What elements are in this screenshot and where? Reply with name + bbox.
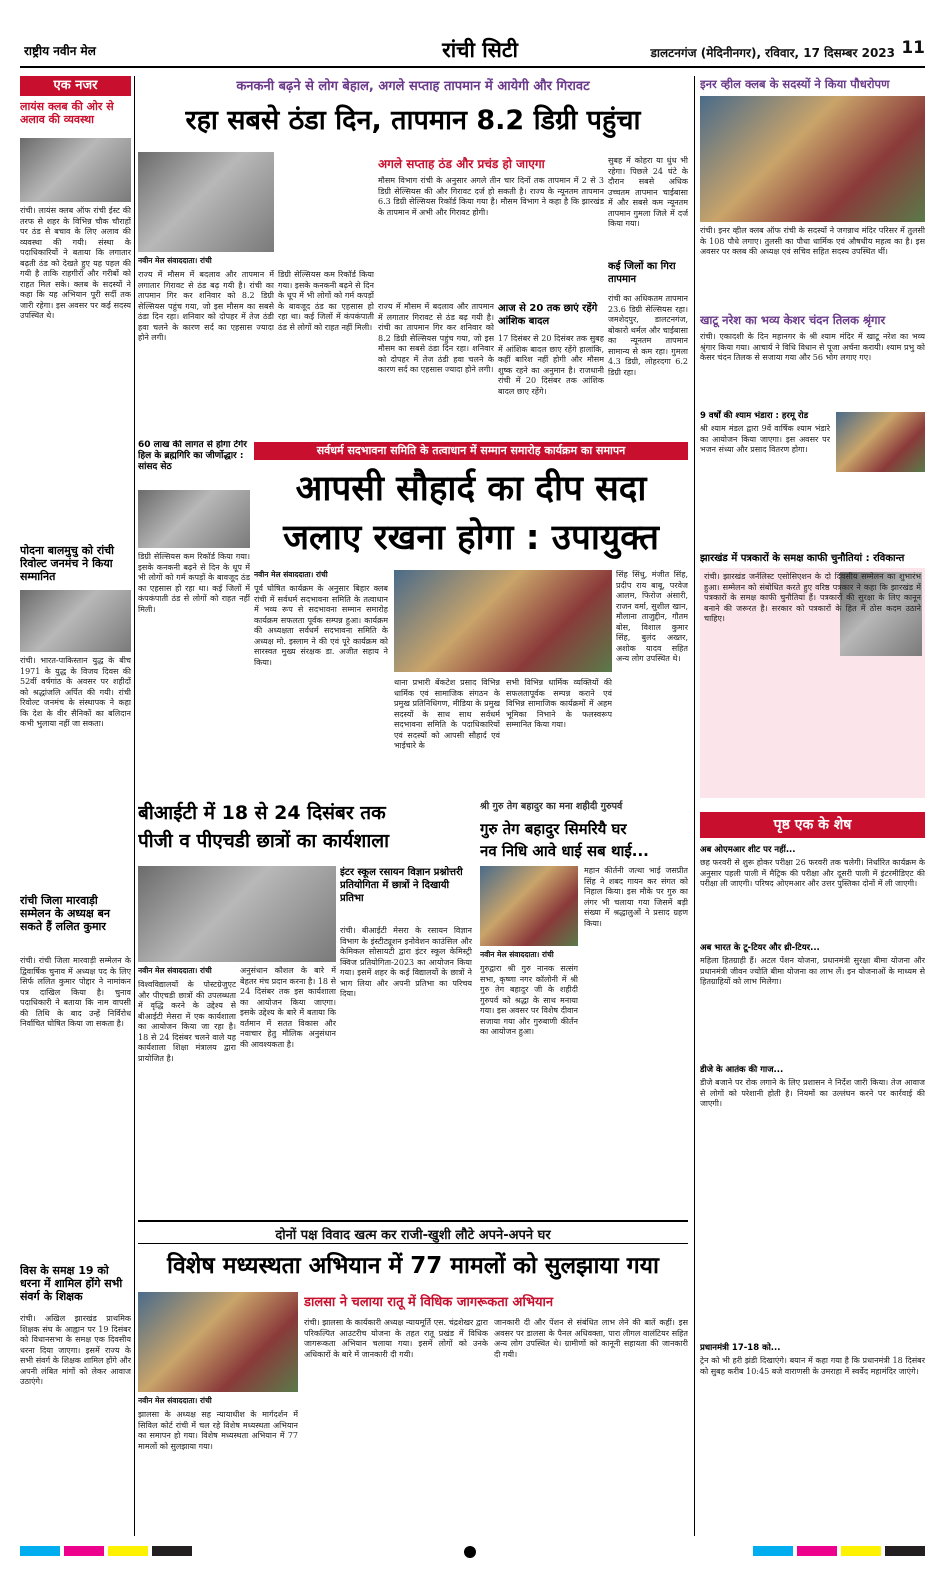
masthead [20, 34, 925, 68]
weather-sub3: आज से 20 तक छाएं रहेंगे आंशिक बादल [498, 303, 598, 327]
rest-body-4: ट्रेन को भी हरी झंडी दिखाएंगे। बयान में कहा गया है कि प्रधानमंत्री 18 दिसंबर को सुबह करीब 10:45 बजे वाराणसी के उमराहा में स्वर्वेद महामंदिर जाएंगे। [700, 1356, 925, 1376]
chem-quiz-body: रांची। बीआईटी मेसरा के रसायन विज्ञान विभाग के इंस्टीट्यूशन इनोवेशन काउंसिल और केमिकल सोसायटी द्वारा इंटर स्कूल केमिस्ट्री क्विज प्रतियोगिता-2023 का आयोजन किया गया। इसमें शहर के कई विद्यालयों के छात्रों ने भाग लिया और अपनी प्रतिभा का परिचय दिया। [340, 926, 472, 998]
photo-sadbhavna-felicitation [394, 570, 612, 672]
bit-body-1: विश्वविद्यालयों के पोस्टग्रेजुएट और पीएचडी छात्रों की उपलब्धता में वृद्धि करने के उद्देश्य से बीआईटी मेसरा में एक कार्यशाला का आयोजन किया जा रहा है। 18 से 24 दिसंबर चलने वाले यह कार्यशाला शिक्षा मंत्रालय द्वारा प्रायोजित है। [138, 980, 236, 1063]
photo-lions-club [20, 138, 131, 202]
reg-target [464, 1546, 476, 1558]
sadbhavna-band: सर्वधर्म सदभावना समिति के तत्वाधान में सम्मान समारोह कार्यक्रम का समापन [254, 442, 688, 460]
story-teachers-body: रांची। अखिल झारखंड प्राथमिक शिक्षक संघ के आह्वान पर 19 दिसंबर को विधानसभा के समक्ष एक दिवसीय धरना दिया जाएगा। इसमें राज्य के सभी संवर्ग के शिक्षक शामिल होंगे और अपनी लंबित मांगों को लेकर आवाज उठाएंगे। [20, 1314, 131, 1386]
weather-headline: रहा सबसे ठंडा दिन, तापमान 8.2 डिग्री पहुंचा [185, 105, 641, 136]
masthead-logo: राष्ट्रीय नवीन मेल [24, 44, 96, 58]
inner-wheel-headline: इनर व्हील क्लब के सदस्यों ने किया पौधरोपण [700, 77, 890, 91]
rest-head-2: अब भारत के टू-टियर और थ्री-टियर... [700, 943, 820, 953]
guru-kicker: श्री गुरु तेग बहादुर का मना शहीदी गुरुपर्व [480, 801, 623, 812]
temple-body: डिग्री सेल्सियस कम रिकॉर्ड किया गया। इसके कनकनी बढ़ने से दिन के धूप में भी लोगों को गर्म कपड़ों के बावजूद ठंड का एहसास हो रहा था। कई जिलों में कंपकंपाती ठंड से लोगों को राहत नहीं मिली। [138, 552, 250, 614]
dateline: डालटनगंज (मेदिनीनगर), रविवार, 17 दिसम्बर 2023 [650, 46, 895, 60]
photo-inner-wheel [700, 96, 925, 222]
photo-mediation [138, 1292, 298, 1392]
guru-body-1: गुरुद्वारा श्री गुरु नानक सत्संग सभा, कृष्णा नगर कॉलोनी में श्री गुरु तेग बहादुर जी के शहीदी गुरुपर्व को श्रद्धा के साथ मनाया गया। इस अवसर पर विशेष दीवान सजाया गया और गुरुबाणी कीर्तन का आयोजन हुआ। [480, 964, 578, 1036]
dalsa-body-2: जानकारी दी और पेंशन से संबंधित लाभ लेने की बातें कहीं। इस अवसर पर डालसा के पैनल अधिवक्ता, पारा लीगल वालंटियर सहित अन्य लोग उपस्थित थे। ग्रामीणों को कानूनी सहायता की जानकारी दी गयी। [494, 1318, 688, 1359]
right-column-divider [694, 76, 695, 1536]
journalists-body: रांची। झारखंड जर्नलिस्ट एसोसिएशन के दो दिवसीय सम्मेलन का शुभारंभ हुआ। सम्मेलन को संबोधित करते हुए वरिष्ठ पत्रकार ने कहा कि झारखंड में पत्रकारों के समक्ष काफी चुनौतियां हैं। पत्रकारों की सुरक्षा के लिए कानून बनाने की जरूरत है। सरकार को पत्रकारों के हित में ठोस कदम उठाने चाहिए। [704, 572, 921, 623]
rest-head-1: अब ओएमआर शीट पर नहीं... [700, 845, 796, 855]
weather-body-3: मौसम विभाग रांची के अनुसार अगले तीन चार दिनों तक तापमान में 2 से 3 डिग्री सेल्सियस की और गिरावट दर्ज हो सकती है। राज्य के न्यूनतम तापमान 6.3 डिग्री सेल्सियस रिकॉर्ड किया गया है। मौसम विभाग ने कहा है कि झारखंड के तापमान में अभी और गिरावट होगी। [378, 176, 604, 217]
reg-mark-yellow-2 [841, 1546, 881, 1556]
guru-body-2: महान कीर्तनी जत्था भाई जसप्रीत सिंह ने शबद गायन कर संगत को निहाल किया। इस मौके पर गुरु का लंगर भी चलाया गया जिसमें बड़ी संख्या में श्रद्धालुओं ने प्रसाद ग्रहण किया। [584, 866, 688, 928]
photo-temple [138, 490, 250, 548]
weather-kicker: कनकनी बढ़ने से लोग बेहाल, अगले सप्ताह तापमान में आयेगी और गिरावट [236, 79, 590, 94]
story-marwari-head: रांची जिला मारवाड़ी सम्मेलन के अध्यक्ष बन सकते हैं ललित कुमार [20, 894, 110, 933]
sadbhavna-headline-1: आपसी सौहार्द का दीप सदा [295, 469, 647, 509]
bit-headline-2: पीजी व पीएचडी छात्रों का कार्यशाला [138, 830, 390, 852]
weather-story [138, 76, 688, 426]
photo-khatu-shyam [836, 412, 925, 472]
section-title: रांची सिटी [442, 38, 518, 62]
rest-head-4: प्रधानमंत्री 17-18 को... [700, 1343, 781, 1353]
photo-cold-street [138, 152, 274, 252]
khatu-body: रांची। एकादशी के दिन महानगर के श्री श्याम मंदिर में खाटू नरेश का भव्य श्रृंगार किया गया। आचार्य ने विधि विधान से पूजा अर्चना करायी। श्याम प्रभु को केसर चंदन तिलक से सजाया गया और 56 भोग लगाए गए। [700, 332, 925, 362]
weather-subhead: अगले सप्ताह ठंड और प्रचंड हो जाएगा [378, 157, 545, 171]
journalists-headline: झारखंड में पत्रकारों के समक्ष काफी चुनौतियां : रविकान्त [700, 553, 905, 564]
bit-headline-1: बीआईटी में 18 से 24 दिसंबर तक [138, 802, 386, 824]
color-registration-strip [20, 1546, 925, 1558]
reg-mark-cyan-2 [753, 1546, 793, 1556]
reg-mark-cyan [20, 1546, 60, 1556]
photo-bit-campus [138, 866, 336, 962]
story-lions-head: लायंस क्लब की ओर से अलाव की व्यवस्था [20, 100, 114, 126]
mediation-body-1: झालसा के अध्यक्ष सह न्यायाधीश के मार्गदर्शन में सिविल कोर्ट रांची में चल रहे विशेष मध्यस्थता अभियान का समापन हो गया। विशेष मध्यस्थता अभियान में 77 मामलों को सुलझाया गया। [138, 1410, 298, 1451]
guru-headline-1: गुरु तेग बहादुर सिमरियै घर [480, 820, 627, 838]
weather-sub2: कई जिलों का गिरा तापमान [608, 261, 676, 285]
weather-body-3b: राज्य में मौसम में बदलाव और तापमान में लगातार गिरावट से ठंड बढ़ गयी है। रांची का तापमान गिर कर शनिवार को 8.2 डिग्री सेल्सियस पहुंच गया, जो इस मौसम का सबसे ठंडा दिन रहा। शनिवार को दोपहर में तेज ठंडी हवा चलने के कारण सर्द का एहसास ज्यादा होने लगी। [378, 302, 494, 374]
khatu-sub: 9 वर्षों की श्याम भंडारा : हरमू रोड [700, 411, 809, 421]
journalists-box [700, 568, 925, 798]
sadbhavna-body-1: पूर्व घोषित कार्यक्रम के अनुसार बिहार क्लब रांची में सर्वधर्म सदभावना समिति के तत्वाधान में भव्य रूप से सदभावना सम्मान समारोह कार्यक्रम सफलता पूर्वक सम्पन्न हुआ। कार्यक्रम की अध्यक्षता सर्वधर्म सदभावना समिति के अध्यक्ष मो. इस्लाम ने की एवं पूरे कार्यक्रम को सारस्वत मुख्य संरक्षक डा. अजीत सहाय ने किया। [254, 584, 388, 667]
page-number: 11 [901, 38, 925, 58]
reg-mark-black-2 [885, 1546, 925, 1556]
photo-podna [20, 590, 131, 652]
weather-photo-caption: नवीन मेल संवाददाता। रांची [138, 256, 212, 265]
guru-headline-2: नव निधि आवे धाई सब थाई... [480, 842, 649, 860]
story-teachers-head: विस के समक्ष 19 को धरना में शामिल होंगे सभी संवर्ग के शिक्षक [20, 1264, 123, 1303]
mediation-kicker: दोनों पक्ष विवाद खत्म कर राजी-खुशी लौटे अपने-अपने घर [275, 1228, 551, 1243]
reg-mark-yellow [108, 1546, 148, 1556]
dalsa-body-1: रांची। झालसा के कार्यकारी अध्यक्ष न्यायमूर्ति एस. चंद्रशेखर द्वारा परिकल्पित आउटरीच योजना के तहत रातू प्रखंड में विधिक जागरूकता अभियान चलाया गया। इसमें लोगों को उनके अधिकारों के बारे में जानकारी दी गयी। [304, 1318, 488, 1359]
column-divider [134, 76, 135, 1536]
mediation-kicker-bar [138, 1220, 688, 1244]
weather-body-5: रांची का अधिकतम तापमान 23.6 डिग्री सेल्सियस रहा। जमशेदपुर, डालटनगंज, बोकारो थर्मल और चाईबासा का न्यूनतम तापमान सामान्य से कम रहा। गुमला 4.3 डिग्री, लोहरदगा 6.2 डिग्री रहा। [608, 294, 688, 377]
sadbhavna-byline: नवीन मेल संवाददाता। रांची [254, 570, 328, 579]
sadbhavna-body-4: सिंह सिंधु, मंजीत सिंह, प्रदीप राय बाबू, परवेज आलम, फिरोज अंसारी, राजन वर्मा, सुशील खान, मौलाना ताजुद्दीन, गौतम बोस, विशाल कुमार सिंह, बुलंद अख्तर, अशोक यादव सहित अन्य लोग उपस्थित थे। [616, 570, 688, 663]
mediation-photo-caption: नवीन मेल संवाददाता। रांची [138, 1396, 212, 1405]
sadbhavna-body-3: सभी विभिन्न धार्मिक व्यक्तियों की सफलतापूर्वक सम्पन्न कराने एवं विभिन्न सामाजिक कार्यक्रमों में अहम भूमिका निभाने के फलस्वरूप सम्मानित किया गया। [506, 678, 612, 729]
story-podna-body: रांची। भारत-पाकिस्तान युद्ध के बीच 1971 के युद्ध के विजय दिवस की 52वीं वर्षगांठ के अवसर पर शहीदों को श्रद्धांजलि अर्पित की गयी। रांची रिवोल्ट जनमंच के संस्थापक ने कहा कि देश के वीर सैनिकों का बलिदान कभी भुलाया नहीं जा सकता। [20, 656, 131, 728]
sadbhavna-headline-2: जलाए रखना होगा : उपायुक्त [283, 518, 659, 558]
weather-body-6: 17 दिसंबर से 20 दिसंबर तक सुबह में आंशिक बादल छाए रहेंगे हालांकि, कहीं बारिश नहीं होगी और मौसम शुष्क रहने का अनुमान है। राजधानी रांची में 20 दिसंबर तक आंशिक बादल छाए रहेंगे। [498, 334, 604, 396]
rest-body-3: डीजे बजाने पर रोक लगाने के लिए प्रशासन ने निर्देश जारी किया। तेज आवाज से लोगों को परेशानी होती है। नियमों का उल्लंघन करने पर कार्रवाई की जाएगी। [700, 1078, 925, 1108]
dalsa-subhead: डालसा ने चलाया रातू में विधिक जागरूकता अभियान [304, 1295, 554, 1310]
khatu-body-2: श्री श्याम मंडल द्वारा 9वें वार्षिक श्याम भंडारे का आयोजन किया जाएगा। इस अवसर पर भजन संध्या और प्रसाद वितरण होगा। [700, 424, 830, 454]
ek-nazar-column [20, 76, 131, 1536]
bit-body-2: अनुसंधान कौशल के बारे में बेहतर मंच प्रदान करना है। 18 से 24 दिसंबर तक इस कार्यशाला का आयोजन किया जाएगा। इसके उद्देश्य के बारे में बताया कि वर्तमान में सतत विकास और नवाचार हेतु मौलिक अनुसंधान की आवश्यकता है। [240, 966, 336, 1049]
weather-body-1: राज्य में मौसम में बदलाव और तापमान में लगातार गिरावट से ठंड बढ़ गयी है। रांची का तापमान गिर कर शनिवार को 8.2 डिग्री सेल्सियस पहुंच गया, जो इस मौसम का सबसे ठंडा दिन रहा। शनिवार को दोपहर में तेज ठंडी हवा चलने के कारण सर्द का एहसास ज्यादा होने लगी। [138, 270, 274, 342]
bit-photo-caption: नवीन मेल संवाददाता। रांची [138, 966, 212, 975]
story-marwari-body: रांची। रांची जिला मारवाड़ी सम्मेलन के द्विवार्षिक चुनाव में अध्यक्ष पद के लिए सिर्फ ललित कुमार पोद्दार ने नामांकन पत्र दाखिल किया है। चुनाव पदाधिकारी ने बताया कि नाम वापसी की तिथि के बाद उन्हें निर्विरोध निर्वाचित घोषित किया जा सकता है। [20, 956, 131, 1028]
story-lions-body: रांची। लायंस क्लब ऑफ रांची ईस्ट की तरफ से शहर के विभिन्न चौक चौराहों पर ठंड से बचाव के लिए अलाव की व्यवस्था की गयी। संस्था के पदाधिकारियों ने बताया कि लगातार बढ़ती ठंड को देखते हुए यह पहल की गयी है ताकि राहगीरों और गरीबों को राहत मिल सके। क्लब के सदस्यों ने कहा कि यह अभियान पूरी सर्दी तक जारी रहेगा। इस अवसर पर कई सदस्य उपस्थित थे। [20, 206, 131, 320]
photo-gurudwara [480, 866, 578, 946]
chem-quiz-headline: इंटर स्कूल रसायन विज्ञान प्रश्नोत्तरी प्रतियोगिता में छात्रों ने दिखायी प्रतिभा [340, 867, 463, 904]
story-podna-head: पोदना बालमुचु को रांची रिवोल्ट जनमंच ने किया सम्मानित [20, 544, 115, 583]
rest-body-2: महिला हितग्राही हैं। अटल पेंशन योजना, प्रधानमंत्री सुरक्षा बीमा योजना और प्रधानमंत्री जीवन ज्योति बीमा योजना का लाभ लें। इन योजनाओं के माध्यम से हितग्राहियों को लाभ मिलेगा। [700, 956, 925, 986]
khatu-headline: खाटू नरेश का भव्य केशर चंदन तिलक श्रृंगार [700, 313, 886, 327]
reg-mark-magenta-2 [797, 1546, 837, 1556]
reg-mark-black [152, 1546, 192, 1556]
page1-rest-band: पृष्ठ एक के शेष [700, 812, 925, 838]
ek-nazar-label: एक नजर [20, 76, 131, 96]
sadbhavna-body-2: थाना प्रभारी बेंकटेश प्रसाद विभिन्न धार्मिक एवं सामाजिक संगठन के प्रमुख प्रतिनिधिगण, मीडिया के प्रमुख सदस्यों के साथ साथ सर्वधर्म सदभावना समिति के पदाधिकारियों एवं सदस्यों को आपसी सौहार्द एवं भाईचारे के [394, 678, 500, 750]
mediation-headline: विशेष मध्यस्थता अभियान में 77 मामलों को सुलझाया गया [167, 1253, 659, 1279]
temple-photo-caption: 60 लाख की लागत से होगा टेंगेर हिल के ब्रह्मगिरि का जीर्णोद्धार : सांसद सेठ [138, 440, 247, 472]
rest-head-3: डीजे के आतंक की गाज... [700, 1065, 784, 1075]
guru-photo-caption: नवीन मेल संवाददाता। रांची [480, 950, 554, 959]
rest-body-1: छह फरवरी से शुरू होकर परीक्षा 26 फरवरी तक चलेगी। निर्धारित कार्यक्रम के अनुसार पहली पाली में मैट्रिक की परीक्षा और दूसरी पाली में इंटरमीडिएट की परीक्षा ली जाएगी। परिषद ओएमआर और उत्तर पुस्तिका दोनों में ली जाएगी। [700, 858, 925, 888]
weather-body-4: सुबह में कोहरा या धुंध भी रहेगा। पिछले 24 घंटे के दौरान सबसे अधिक उच्चतम तापमान चाईबासा में और सबसे कम न्यूनतम तापमान गुमला जिले में दर्ज किया गया। [608, 156, 688, 228]
inner-wheel-body: रांची। इनर व्हील क्लब ऑफ रांची के सदस्यों ने जगन्नाथ मंदिर परिसर में तुलसी के 108 पौधे लगाए। तुलसी का पौधा धार्मिक एवं औषधीय महत्व का है। इस अवसर पर क्लब की अध्यक्ष एवं सचिव सहित सदस्य उपस्थित थीं। [700, 226, 925, 256]
weather-body-2: डिग्री सेल्सियस कम रिकॉर्ड किया गया। इसके कनकनी बढ़ने से दिन के धूप में भी लोगों को गर्म कपड़ों के बावजूद ठंड का एहसास हो रहा था। कई जिलों में कंपकंपाती ठंड से लोगों को राहत नहीं मिली। [278, 270, 374, 332]
reg-mark-magenta [64, 1546, 104, 1556]
